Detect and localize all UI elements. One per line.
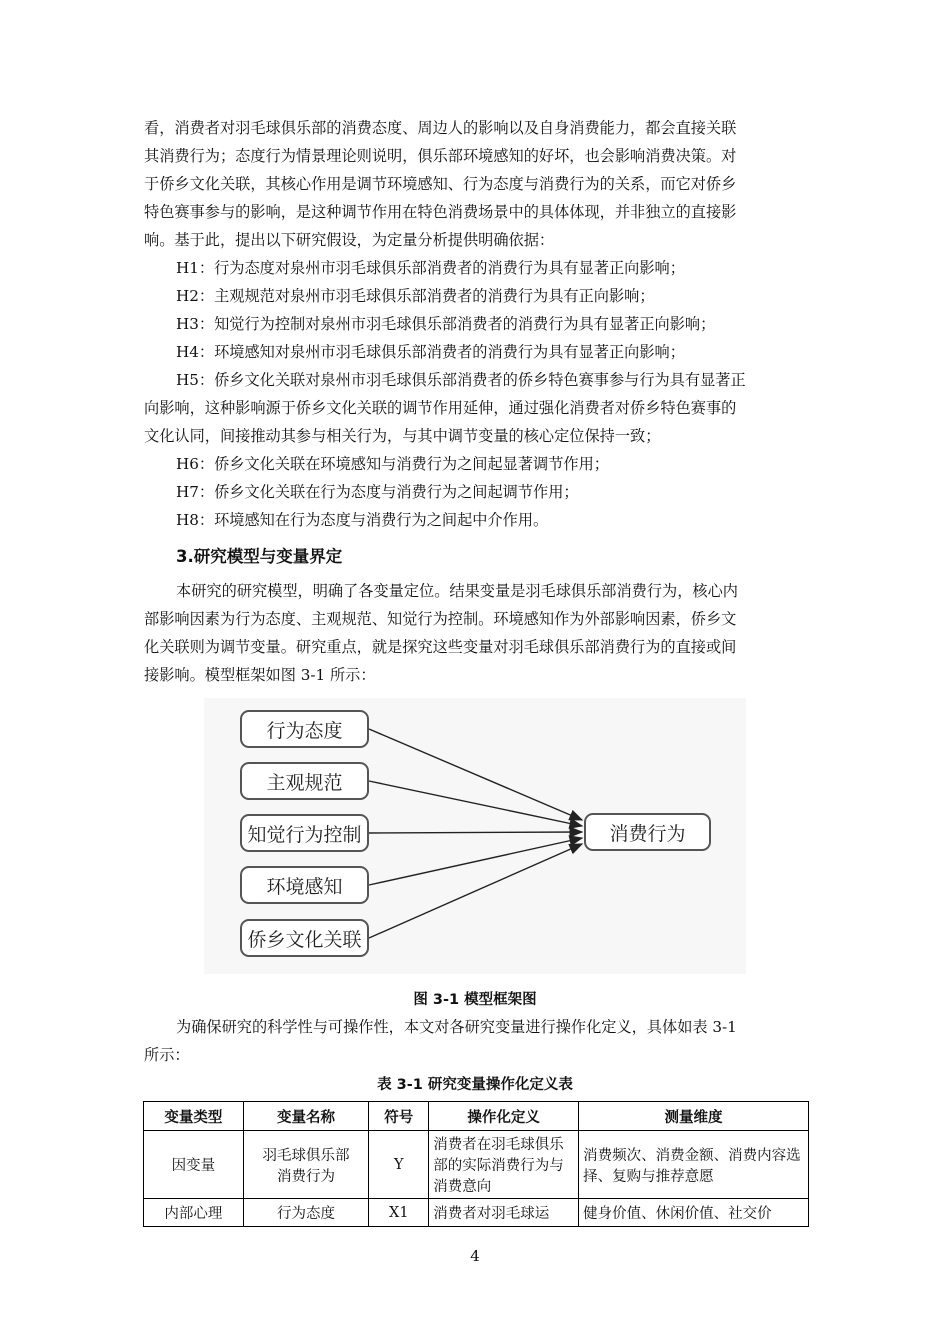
hypothesis-h1: H1：行为态度对泉州市羽毛球俱乐部消费者的消费行为具有显著正向影响；: [176, 259, 685, 277]
cell-dimension: 消费频次、消费金额、消费内容选择、复购与推荐意愿: [579, 1131, 809, 1199]
table-caption: 表 3-1 研究变量操作化定义表: [377, 1077, 573, 1093]
text-line: 所示：: [144, 1046, 190, 1064]
header-definition: 操作化定义: [429, 1102, 579, 1131]
cell-type: 内部心理: [144, 1199, 244, 1227]
hypothesis-h3: H3：知觉行为控制对泉州市羽毛球俱乐部消费者的消费行为具有显著正向影响；: [176, 315, 716, 333]
hypothesis-h5: H5：侨乡文化关联对泉州市羽毛球俱乐部消费者的侨乡特色赛事参与行为具有显著正: [176, 371, 746, 389]
page-number: 4: [470, 1247, 480, 1265]
text-line: 为确保研究的科学性与可操作性，本文对各研究变量进行操作化定义，具体如表 3-1: [176, 1018, 737, 1036]
header-dimension: 测量维度: [579, 1102, 809, 1131]
text-line: 看，消费者对羽毛球俱乐部的消费态度、周边人的影响以及自身消费能力，都会直接关联: [144, 119, 737, 137]
arrow-attitude: [369, 729, 582, 820]
cell-symbol: X1: [369, 1199, 429, 1227]
text-line: 特色赛事参与的影响，是这种调节作用在特色消费场景中的具体体现，并非独立的直接影: [144, 203, 737, 221]
table-header-row: [144, 1102, 809, 1131]
hypothesis-h5-cont: 文化认同，间接推动其参与相关行为，与其中调节变量的核心定位保持一致；: [144, 427, 661, 445]
cell-type: 因变量: [144, 1131, 244, 1199]
text-line: 化关联则为调节变量。研究重点，就是探究这些变量对羽毛球俱乐部消费行为的直接或间: [144, 638, 737, 656]
hypothesis-h6: H6：侨乡文化关联在环境感知与消费行为之间起显著调节作用；: [176, 455, 609, 473]
header-variable-type: 变量类型: [144, 1102, 244, 1131]
hypothesis-h7: H7：侨乡文化关联在行为态度与消费行为之间起调节作用；: [176, 483, 579, 501]
node-subjective-norm: 主观规范: [240, 762, 369, 800]
cell-name: 行为态度: [243, 1199, 369, 1227]
cell-name: 羽毛球俱乐部消费行为: [243, 1131, 369, 1199]
text-line: 部影响因素为行为态度、主观规范、知觉行为控制。环境感知作为外部影响因素，侨乡文: [144, 610, 737, 628]
intro-paragraph: [144, 114, 810, 254]
node-consumption-behavior: 消费行为: [584, 813, 711, 851]
cell-definition: 消费者在羽毛球俱乐部的实际消费行为与消费意向: [429, 1131, 579, 1199]
header-variable-name: 变量名称: [243, 1102, 369, 1131]
node-attitude: 行为态度: [240, 710, 369, 748]
node-culture: 侨乡文化关联: [240, 919, 369, 957]
text-line: 接影响。模型框架如图 3-1 所示：: [144, 666, 376, 684]
node-perceived-control: 知觉行为控制: [240, 814, 369, 852]
arrow-norm: [369, 781, 582, 826]
arrow-control: [369, 832, 582, 833]
hypothesis-h4: H4：环境感知对泉州市羽毛球俱乐部消费者的消费行为具有显著正向影响；: [176, 343, 685, 361]
figure-caption: 图 3-1 模型框架图: [413, 992, 537, 1008]
table-row: [144, 1199, 809, 1227]
text-line: 其消费行为；态度行为情景理论则说明，俱乐部环境感知的好坏，也会影响消费决策。对: [144, 147, 737, 165]
text-line: 本研究的研究模型，明确了各变量定位。结果变量是羽毛球俱乐部消费行为，核心内: [176, 582, 738, 600]
text-line: 于侨乡文化关联，其核心作用是调节环境感知、行为态度与消费行为的关系，而它对侨乡: [144, 175, 737, 193]
header-symbol: 符号: [369, 1102, 429, 1131]
arrow-environment: [369, 838, 582, 885]
variable-definition-table: [143, 1101, 809, 1227]
hypothesis-h8: H8：环境感知在行为态度与消费行为之间起中介作用。: [176, 511, 549, 529]
table-row: [144, 1131, 809, 1199]
node-environment: 环境感知: [240, 866, 369, 904]
section-title: 3.研究模型与变量界定: [176, 547, 343, 566]
model-paragraph: [144, 577, 810, 689]
text-line: 响。基于此，提出以下研究假设，为定量分析提供明确依据：: [144, 231, 555, 249]
cell-symbol: Y: [369, 1131, 429, 1199]
hypothesis-h5-cont: 向影响，这种影响源于侨乡文化关联的调节作用延伸，通过强化消费者对侨乡特色赛事的: [144, 399, 737, 417]
model-framework-figure: [204, 698, 746, 974]
hypotheses-list: [144, 254, 810, 534]
arrow-culture: [369, 844, 582, 938]
cell-dimension: 健身价值、休闲价值、社交价: [579, 1199, 809, 1227]
cell-definition: 消费者对羽毛球运: [429, 1199, 579, 1227]
table-intro-paragraph: [144, 1013, 810, 1069]
hypothesis-h2: H2：主观规范对泉州市羽毛球俱乐部消费者的消费行为具有正向影响；: [176, 287, 655, 305]
